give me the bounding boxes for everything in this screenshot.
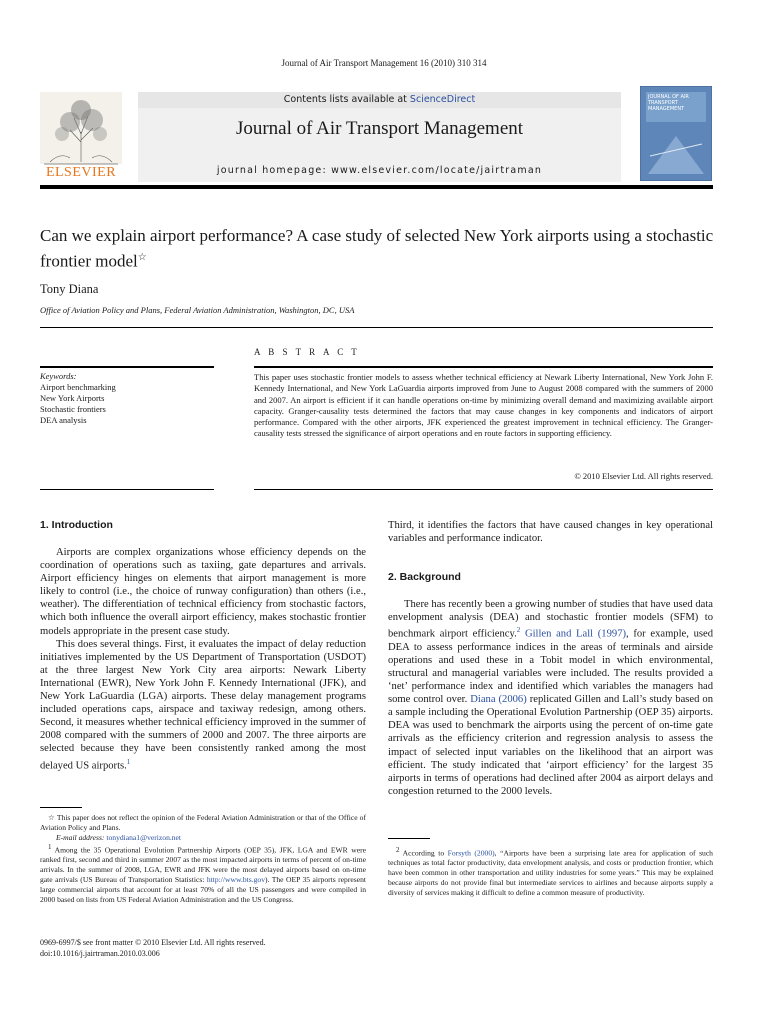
- footnote-email: [40, 833, 366, 843]
- author-affiliation: Office of Aviation Policy and Plans, Federal Aviation Administration, Washington, DC, USA: [40, 305, 355, 315]
- section-heading-background: 2. Background: [388, 571, 461, 583]
- author-name: Tony Diana: [40, 282, 99, 296]
- footnote-1: [40, 843, 366, 905]
- journal-homepage-link[interactable]: journal homepage: www.elsevier.com/locate/jairtraman: [216, 165, 543, 176]
- journal-title: Journal of Air Transport Management: [235, 118, 524, 139]
- affiliation-divider: [40, 327, 713, 328]
- keyword-item: DEA analysis: [40, 415, 87, 425]
- elsevier-logo[interactable]: [40, 92, 122, 182]
- footnote-2-body: [388, 846, 713, 898]
- cover-title-text: JOURNAL OF AIR TRANSPORT MANAGEMENT: [648, 94, 689, 112]
- article-title-text: Can we explain airport performance? A case study of selected New York airports using a stochastic frontier model: [40, 226, 714, 271]
- intro-paragraph: [40, 638, 366, 772]
- keywords-block: [40, 371, 214, 426]
- journal-cover-thumbnail[interactable]: [640, 86, 712, 181]
- doi-line[interactable]: doi:10.1016/j.jairtraman.2010.03.006: [40, 949, 160, 958]
- sciencedirect-link[interactable]: ScienceDirect: [409, 94, 476, 105]
- footnote-ref-1[interactable]: 1: [126, 757, 131, 766]
- citation-diana[interactable]: Diana (2006): [470, 694, 527, 706]
- issn-line: 0969-6997/$ see front matter © 2010 Elsevier Ltd. All rights reserved.: [40, 938, 266, 947]
- footnote-star-text: This paper does not reflect the opinion of the Federal Aviation Administration or that of the Office of Aviation Policy and Plans.: [40, 813, 367, 832]
- footnote-rule: [40, 807, 82, 808]
- background-text: , for example, used DEA to assess performance indices in the areas of terminals and airside operations and used these in a Tobit model in which environmental, structural and managerial variables were included. The results provided a ‘net’ performance index and identified which variables the managers had some control over.: [388, 628, 713, 706]
- keywords-heading: Keywords:: [40, 371, 77, 381]
- elsevier-wordmark: ELSEVIER: [45, 165, 117, 180]
- footnote-rule: [388, 838, 430, 839]
- citation-gillen-lall[interactable]: Gillen and Lall (1997): [524, 628, 627, 640]
- email-label: E-mail address:: [56, 832, 105, 842]
- abstract-top-rule: [254, 366, 713, 368]
- keywords-top-rule: [40, 366, 214, 368]
- journal-citation-line: Journal of Air Transport Management 16 (2010) 310 314: [281, 58, 487, 68]
- footnote-2: [388, 846, 713, 898]
- footnote-2-text: According to: [402, 848, 448, 858]
- section-heading-introduction: 1. Introduction: [40, 519, 113, 531]
- background-text: There has recently been a growing number of studies that have used data envelopment analysis (DEA) and stochastic frontier models (SFM) to benchmark airport efficiency.: [388, 599, 713, 640]
- keyword-item: Stochastic frontiers: [40, 404, 106, 414]
- issn-doi-block: [40, 937, 266, 959]
- footnote-1-mark: 1: [48, 842, 52, 851]
- footnote-1-text: ). The OEP 35 airports represent large commercial airports that account for at least 70% of all the US passengers and were compiled in 2000 based on lists from US Federal Aviation Administration and the US Congress.: [40, 874, 366, 904]
- background-paragraph: [388, 598, 713, 798]
- intro-paragraph: Third, it identifies the factors that have caused changes in key operational variables and performance indicator.: [388, 520, 713, 545]
- citation-forsyth[interactable]: Forsyth (2000): [447, 848, 495, 858]
- intro-paragraph: Airports are complex organizations whose efficiency depends on the coordination of operations such as taxiing, gate departures and arrivals. Airport efficiency hinges on elements that airport management is more likely to control (i.e., the choice of runway configuration) than others (i.e., weather). The differentiation of technical efficiency from stochastic factors, which both influence the overall airport efficiency, makes stochastic frontier models appropriate in the present case study.: [40, 547, 366, 637]
- footnote-star-mark: ☆: [48, 813, 55, 822]
- keywords-bottom-rule: [40, 489, 214, 490]
- background-text: replicated Gillen and Lall’s study based on a sample including the Operational Evolution Partnership (OEP 35) airports. DEA was used to benchmark the airports using the percent of on-time gate arrivals as the efficiency criterion and regression analysis to assess the impact of selected input variables on the likelihood that an airport was efficient. The study indicated that ‘airport efficiency’ for the largest 35 airports in terms of operations had declined after 2004 as airport delays and congestion returned to the 2000 levels.: [388, 694, 714, 797]
- footnote-2-mark: 2: [396, 846, 400, 854]
- footnotes-left: [40, 813, 366, 905]
- abstract-heading: A B S T R A C T: [254, 347, 360, 357]
- footnote-2-text: , “Airports have been a surprising late area for application of such techniques as total factor productivity, data envelopment analysis, and costs or production frontier, which have been common in other transportation and utility industries for some years.” This may be explained because airports do not provide final but intermediate services to airlines and because airports supply a diversity of services making it difficult to define a common measure of productivity.: [388, 848, 713, 898]
- title-footnote-star[interactable]: ☆: [137, 252, 147, 263]
- footnote-ref-2[interactable]: 2: [516, 626, 521, 635]
- bts-link[interactable]: http://www.bts.gov: [206, 874, 265, 884]
- introduction-body: [40, 546, 366, 772]
- header-divider: [40, 185, 713, 189]
- abstract-bottom-rule: [254, 489, 713, 490]
- abstract-copyright: © 2010 Elsevier Ltd. All rights reserved.: [574, 471, 713, 481]
- contents-available-bar: [138, 92, 621, 108]
- email-link[interactable]: tonydiana1@verizon.net: [106, 832, 182, 842]
- background-body: [388, 598, 713, 798]
- keyword-item: New York Airports: [40, 393, 105, 403]
- footnote-1-text: Among the 35 Operational Evolution Partnership Airports (OEP 35), JFK, LGA and EWR were ranked first, second and third in summer 2007 as the most impacted airports in terms of percent of on-time arrivals. In the summer of 2008, LGA, EWR and JFK were the most delayed airports based on on-time gate arrivals (US Bureau of Transportation Statistics:: [40, 845, 366, 884]
- article-title: [40, 225, 720, 273]
- introduction-continued: [388, 519, 713, 545]
- abstract-text: This paper uses stochastic frontier models to assess whether technical efficiency at Newark Liberty International, New York John F. Kennedy International, and New York LaGuardia airports improved from June to August 2008 compared with the summers of 2000 and 2007. An airport is efficient if it can handle operations on-time by minimizing overall demand and maximizing available airport capacity. Granger-causality tests determined the factors that may cause changes in key components and indicators of airport performance. Compared with the other airports, JFK experienced the greatest improvement in technical efficiency. The Granger-causality tests stressed the significance of airport operations and en route factors in supporting efficiency.: [254, 372, 713, 439]
- footnote-star: [40, 813, 366, 833]
- intro-paragraph-text: This does several things. First, it evaluates the impact of delay reduction initiatives implemented by the US Department of Transportation (USDOT) at the three largest New York City area airports: Newark Liberty International (EWR), New York John F. Kennedy International (JFK), and New York LaGuardia (LGA) airports. These delay management programs included operations caps, airspace and taxiway redesign, among others. Second, it measures whether technical efficiency improved in the summer of 2008 compared with the summers of 2000 and 2007. The three airports are selected because they have been consistently ranked among the most delayed US airports.: [40, 638, 366, 772]
- keyword-item: Airport benchmarking: [40, 382, 116, 392]
- contents-available-text: Contents lists available at: [283, 94, 410, 105]
